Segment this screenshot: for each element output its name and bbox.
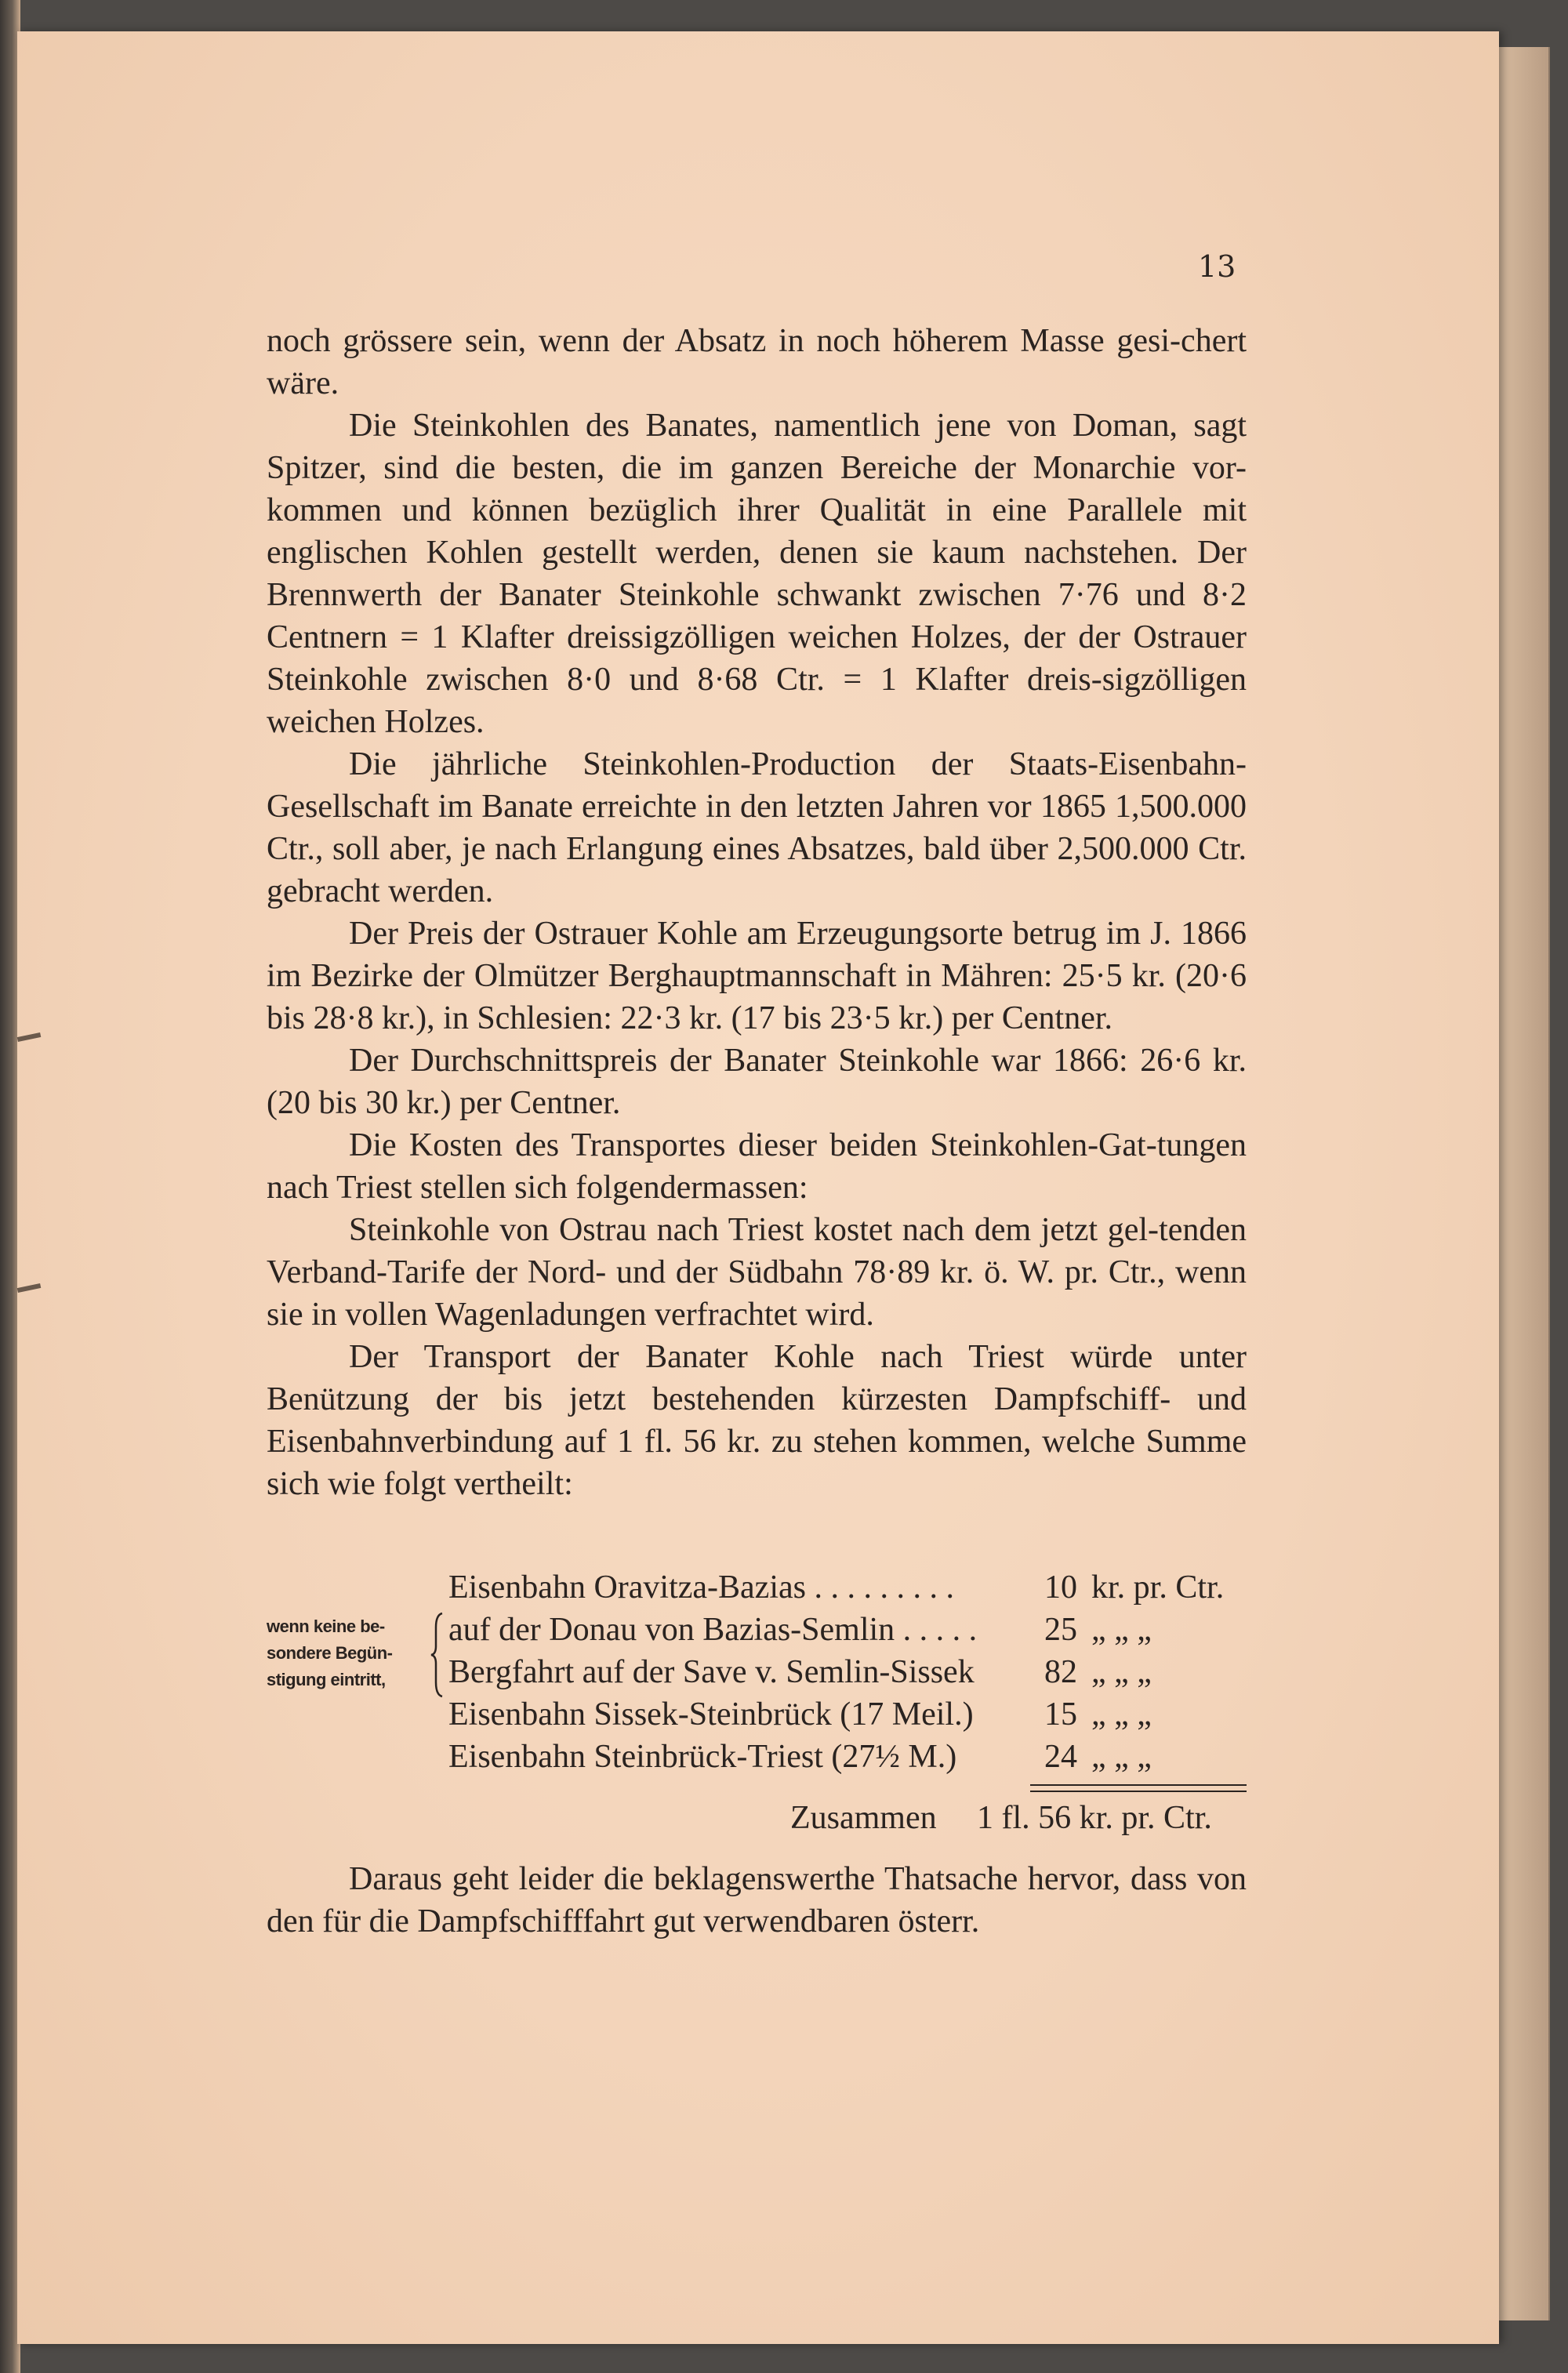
paragraph	[267, 1040, 1247, 1124]
cost-label: auf der Donau von Bazias-Semlin . . . . .	[448, 1612, 978, 1648]
text-line: tungen nach Triest stellen sich folgendermassen:	[267, 1127, 1247, 1206]
paragraph	[267, 913, 1247, 1040]
cost-unit: „ „ „	[1091, 1739, 1152, 1775]
body-text	[267, 320, 1247, 1505]
cost-unit: „ „ „	[1091, 1654, 1152, 1690]
paragraph	[267, 1209, 1247, 1336]
text-line: englischen Kohlen gestellt werden, denen sie kaum nachstehen. Der	[267, 535, 1247, 571]
paragraph	[267, 1336, 1247, 1505]
text-line: sigzölligen weichen Holzes.	[267, 662, 1247, 740]
text-line: Gesellschaft im Banate erreichte in den letzten Jahren vor 1865	[267, 789, 1106, 825]
text-line: Die Kosten des Transportes dieser beiden Steinkohlen-Gat-	[349, 1127, 1157, 1163]
cost-table	[267, 1566, 1247, 1836]
text-line: Der Transport der Banater Kohle nach Triest würde unter	[349, 1339, 1247, 1375]
text-line: noch grössere sein, wenn der Absatz in noch höherem Masse gesi-	[267, 323, 1181, 359]
text-line: Eisenbahnverbindung auf 1 fl. 56 kr. zu stehen kommen, welche	[267, 1424, 1136, 1460]
text-line: Die jährliche Steinkohlen-Production der Staats-Eisenbahn-	[349, 746, 1247, 782]
total-row	[267, 1797, 1247, 1839]
text-line: per Centner.	[951, 1000, 1113, 1036]
page-number: 13	[1198, 249, 1236, 284]
text-line: Summe sich wie folgt vertheilt:	[267, 1424, 1247, 1502]
paragraph	[267, 1124, 1247, 1209]
paragraph	[267, 405, 1247, 743]
edge-mark	[17, 1283, 42, 1293]
paragraph	[267, 743, 1247, 913]
text-line: Benützung der bis jetzt bestehenden kürzesten Dampfschiff- und	[267, 1381, 1247, 1417]
cost-value: 25	[1044, 1612, 1077, 1648]
cost-label: Eisenbahn Sissek-Steinbrück (17 Meil.)	[448, 1696, 974, 1733]
side-note-line: stigung eintritt,	[267, 1670, 386, 1689]
closing-text	[267, 1858, 1247, 1943]
cost-row	[267, 1736, 1247, 1778]
cost-label: Eisenbahn Oravitza-Bazias . . . . . . . . .	[448, 1569, 954, 1606]
text-line: 25·5 kr. (20·6 bis 28·8 kr.), in Schlesien: 22·3 kr. (17 bis 23·5 kr.)	[267, 958, 1247, 1036]
side-note-line: wenn keine be-	[267, 1616, 385, 1636]
cost-value: 15	[1044, 1696, 1077, 1733]
cost-value: 24	[1044, 1739, 1077, 1775]
text-line: 26·6 kr. (20 bis 30 kr.) per Centner.	[267, 1043, 1247, 1121]
text-line: Ostrauer Steinkohle zwischen 8·0 und 8·68 Ctr. = 1 Klafter dreis-	[267, 619, 1247, 698]
text-line: Der Preis der Ostrauer Kohle am Erzeugungsorte betrug im	[349, 916, 1142, 952]
closing-paragraph	[267, 1858, 1247, 1943]
paragraph	[267, 320, 1247, 405]
cost-label: Eisenbahn Steinbrück-Triest (27½ M.)	[448, 1739, 957, 1775]
text-line: chert wäre.	[267, 323, 1247, 401]
text-line: über 2,500.000 Ctr. gebracht werden.	[267, 831, 1247, 909]
text-line: Brennwerth der Banater Steinkohle schwankt zwischen 7·76 und	[267, 577, 1185, 613]
text-line: Spitzer, sind die besten, die im ganzen Bereiche der Monarchie vor-	[267, 450, 1247, 486]
sum-rule	[1030, 1791, 1247, 1792]
cost-unit: „ „ „	[1091, 1612, 1152, 1648]
text-line: Die Steinkohlen des Banates, namentlich jene von Doman, sagt	[349, 408, 1247, 444]
cost-label: Bergfahrt auf der Save v. Semlin-Sissek	[448, 1654, 975, 1690]
text-line: Steinkohle von Ostrau nach Triest kostet nach dem jetzt gel-	[349, 1212, 1160, 1248]
text-line: J. 1866 im Bezirke der Olmützer Berghauptmannschaft in Mähren:	[267, 916, 1247, 994]
text-line: dass von den für die Dampfschifffahrt gut verwendbaren österr.	[267, 1861, 1247, 1939]
cost-value: 82	[1044, 1654, 1077, 1690]
side-note-line: sondere Begün-	[267, 1643, 393, 1663]
cost-unit: „ „ „	[1091, 1696, 1152, 1733]
cost-row	[267, 1651, 1247, 1693]
sum-rule	[1030, 1784, 1247, 1786]
total-label: Zusammen	[790, 1800, 937, 1836]
text-line: kommen und können bezüglich ihrer Qualität in eine Parallele mit	[267, 492, 1247, 528]
text-line: 1,500.000 Ctr., soll aber, je nach Erlangung eines Absatzes, bald	[267, 789, 1247, 867]
cost-row	[267, 1566, 1247, 1609]
total-value: 1 fl. 56 kr. pr. Ctr.	[977, 1800, 1212, 1836]
text-line: Daraus geht leider die beklagenswerthe Thatsache hervor,	[349, 1861, 1121, 1897]
cost-row	[267, 1609, 1247, 1651]
text-line: pr. Ctr., wenn sie in vollen Wagenladungen verfrachtet wird.	[267, 1254, 1247, 1333]
cost-value: 10	[1044, 1569, 1077, 1606]
text-line: Der Durchschnittspreis der Banater Steinkohle war 1866:	[349, 1043, 1128, 1079]
cost-unit: kr. pr. Ctr.	[1091, 1569, 1225, 1606]
edge-mark	[17, 1032, 42, 1042]
cost-row	[267, 1693, 1247, 1736]
text-line: tenden Verband-Tarife der Nord- und der Südbahn 78·89 kr. ö. W.	[267, 1212, 1247, 1290]
text-line: 8·2 Centnern = 1 Klafter dreissigzölligen weichen Holzes, der der	[267, 577, 1247, 655]
